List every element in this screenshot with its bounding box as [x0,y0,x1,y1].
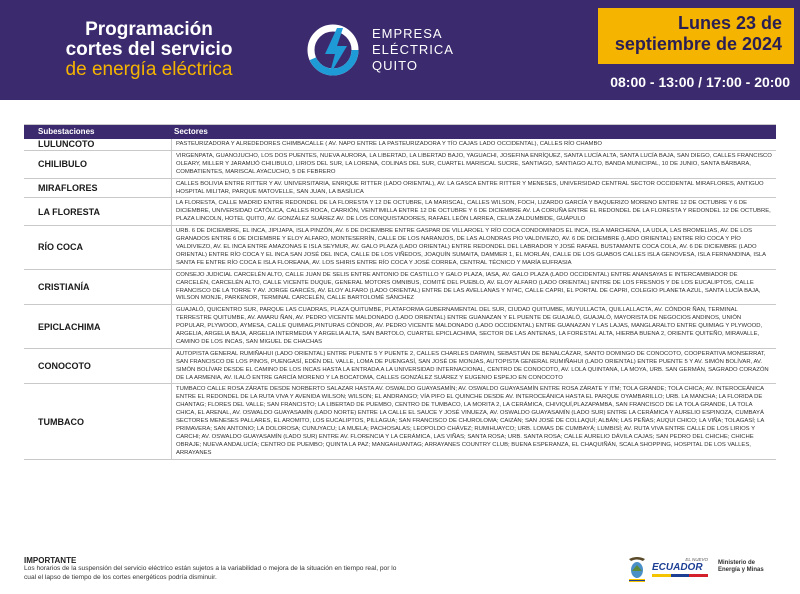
date-box [598,8,794,64]
substation-name: EPICLACHIMA [24,305,172,348]
note-title: IMPORTANTE [24,556,77,565]
title-block [24,20,274,80]
sectors-list: VIRGENPATA, GUANOJUCHO, LOS DOS PUENTES, NUEVA AURORA, LA LIBERTAD, LA LIBERTAD BAJO, YAGUACHI, JOSEFINA ENRÍQUEZ, SANTA LUCÍA ALTA, SANTA LUCÍA BAJA, SAN DIEGO, CALLES FRANCISCO OLEARY, MILLER Y JARAMIJÓ CHILIBULO, LIRIOS DEL SUR, LA LORENA, COLINAS DEL SUR, CUARTEL MARISCAL SUCRE, SANTIAGO, SANTIAGO ALTO, BANDA MUNICIPAL, 10 DE JUNIO, SANTA BÁRBARA, COMBATIENTES, MARISCAL AYACUCHO, 5 DE FEBRERO [176,152,772,175]
header-banner [0,0,800,100]
table-row [24,270,776,306]
table-row [24,349,776,385]
column-header-sectors: Sectores [174,127,208,136]
substation-name: RÍO COCA [24,226,172,269]
sectors-list: URB. 6 DE DICIEMBRE, EL INCA, JIPIJAPA, ISLA PINZÓN, AV. 6 DE DICIEMBRE ENTRE GASPAR DE VILLAROEL Y RÍO COCA CONDOMINIOS EL INCA, ISLA MARCHENA, LA UDLA, LAS BROMELIAS, AV. DE LOS GRANADOS ENTRE 6 DE DICIEMBRE Y ELOY ALFARO, MONTESERRÍN, CALLE DE LOS NARANJOS, DE LAS ALONDRAS PIO VALDIVIEZO, AV. 6 DE DICIEMBRE (LADO ORIENTAL) ENTRE RÍO COCA Y PÍO VALDIVIEZO, AV. EL INCA ENTRE AMAZONAS E ISLA SEYMUR, AV. GALO PLAZA (LADO ORIENTAL) ENTRE REDONDEL DEL LABRADOR Y JOSÉ RAFAEL BUSTAMANTE COCA COLA, AV. 6 DE DICIEMBRE (LADO ORIENTAL) ENTRE RÍO COCA Y EL INCA SAN JOSÉ DEL INCA, CALLE DE LOS VIÑEDOS, JOAQUÍN SUMAITA, DAMMER 1, EL MORLÁN, CALLE DE LOS GUABOS CALLES ISLA GENOVESA, ISLA FERNANDINA, ISLA SANTA FE ENTRE RÍO COCA E ISLA FLOREANA, AV. LOS SHIRIS ENTRE RÍO COCA Y JOSÉ CORREA, CENTRAL TÉCNICO Y MARÍA EUFRASIA [176,228,766,266]
table-row [24,151,776,179]
table-row [24,226,776,270]
sectors-list: PASTEURIZADORA Y ALREDEDORES CHIMBACALLE ( AV. NAPO ENTRE LA PASTEURIZADORA Y TÍO CAJAS LADO OCCIDENTAL), CALLES RÍO CHAMBO [176,141,602,147]
note-text: Los horarios de la suspensión del servicio eléctrico están sujetos a la variabilidad o mejora de la situación en tiempo real, por lo cual el lapso de tiempo de los cortes energéticos podría disminuir. [24,565,397,581]
el-nuevo-ecuador-logo [652,557,708,577]
title-line-2: cortes del servicio [65,39,233,60]
eeq-logo-icon [305,22,365,82]
table-row [24,139,776,151]
brand-line-1: EMPRESA [372,26,443,41]
schedule-table [24,124,776,460]
ministry-line-1: Ministerio de [718,560,756,566]
sectors-list: GUAJALÓ, QUICENTRO SUR, PARQUE LAS CUADRAS, PLAZA QUITUMBE, PLATAFORMA GUBERNAMENTAL DEL SUR, CIUDAD QUITUMBE, MUYULLACTA, QUILLALLACTA, AV. CÓNDOR ÑAN, TERMINAL TERRESTRE QUITUMBE, AV. AMARU ÑAN, AV. PEDRO VICENTE MALDONADO (LADO ORIENTAL) ENTRE GUANAZAN Y EL PUENTE DE GUAJALÓ, GUAJALÓ, MAYORISTA DE NEGOCIOS ANDINOS, UNIÓN POPULAR, PLYWOOD, AYMESA, CALLE QUIMIAG,PINTURAS CÓNDOR, AV. PEDRO VICENTE MALDONADO (LADO OCCIDENTAL) ENTRE GUANAZAN Y LAS LAJAS, MANGLARALTO ENTRE QUIMIAG Y PLYWOOD, ARGELIA, ARGELIA BAJA, ARGELIA INTERMEDIA Y ARGELIA ALTA, SAN BARTOLO, CUARTEL EPICLACHIMA, SECTOR DE LAS ANTENAS, LA FORESTAL ALTA, HIERBA BUENA 2, ORIENTE QUITEÑO, MIRAVALLE, CAMINO DE LOS INCAS, SAN MIGUEL DE CHACHAS [176,307,763,345]
sectors-list: CONSEJO JUDICIAL CARCELÉN ALTO, CALLE JUAN DE SELIS ENTRE ANTONIO DE CASTILLO Y GALO PLAZA, IASA, AV. GALO PLAZA (LADO OCCIDENTAL) ENTRE ANANSAYAS E INTERCAMBIADOR DE CARCELÉN, CARCELÉN ALTO, CALLE VICENTE DUQUE, GENERAL MOTORS OMNIBUS, COMITÉ DEL PUEBLO, AV. ELOY ALFARO (LADO ORIENTAL) ENTRE DE LOS FRESNOS Y DE LOS EUCALIPTOS, CALLE FRANCISCO DE LA TORRE Y AV. JORGE GARCÉS, AV. ELOY ALFARO (LADO ORIENTAL) ENTRE DE LAS AVELLANAS Y N74C, CALLE CAPRI, EL PORTAL DE CAPRI, COLEGIO PLANETA AZUL, SANTA LUCÍA BAJA, WILSON MONJE, PARKENOR, TERMINAL CARCELÉN, CALLE BARTOLOMÉ SÁNCHEZ [176,271,761,302]
ecuador-coat-of-arms-icon [626,556,648,584]
important-note [24,556,404,582]
substation-name: CONOCOTO [24,349,172,384]
substation-name: CRISTIANÍA [24,270,172,305]
sectors-list: LA FLORESTA, CALLE MADRID ENTRE REDONDEL DE LA FLORESTA Y 12 DE OCTUBRE, LA MARISCAL, CALLES WILSON, FOCH, LIZARDO GARCÍA Y BAQUERIZO MORENO ENTRE 12 DE OCTUBRE Y 6 DE DICIEMBRE, UNIVERSIDAD CATÓLICA, CALLES ROCA, CARRIÓN, VEINTIMILLA ENTRE 12 DE OCTUBRE Y 6 DE DICIEMBRE AV. LA CORUÑA ENTRE EL REDONDEL DE LA FLORESTA Y REDONDEL 12 DE OCTUBRE, PLAZA LINCOLN, HOTEL QUITO, AV. GONZÁLEZ SUÁREZ AV. DE LOS CONQUISTADORES, RAFAEL LEÓN LARREA, CELIA ZALDUMBIDE, GUÁPULO [176,200,771,223]
title-line-3: de energía eléctrica [65,59,233,80]
substation-name: TUMBACO [24,384,172,458]
substation-name: MIRAFLORES [24,179,172,198]
el-nuevo-text: EL NUEVO [685,557,708,562]
outage-hours: 08:00 - 13:00 / 17:00 - 20:00 [610,74,790,90]
title-line-1: Programación [85,19,213,40]
table-row [24,179,776,199]
substation-name: LULUNCOTO [24,139,172,150]
table-row [24,384,776,459]
brand-line-2: ELÉCTRICA [372,42,454,57]
ecuador-word: ECUADOR [652,562,703,573]
sectors-list: TUMBACO CALLE ROSA ZÁRATE DESDE NORBERTO SALAZAR HASTA AV. OSWALDO GUAYASAMÍN; AV. OSWALDO GUAYASAMÍN ENTRE ROSA ZÁRATE Y ITM; TOLA GRANDE; TOLA CHICA; AV. INTEROCEÁNICA ENTRE EL REDONDEL DE LA RUTA VIVA Y AVENIDA WILSON; WILSON; EL ANDRANGO; VÍA PIFO EL QUINCHE DESDE AV. INTEROCEÁNICA HASTA EL PARQUE OYAMBARILLO; URB. LA MANCHA; LA FLORIDA DE CHANTAG; FLORES DEL VALLE; SAN FRANCISTO; LA LIBERTAD DE PUEMBO, CENTRO DE TUMBACO, LA MORITA 2, LA CERÁMICA, CHIVIQUÍ,PLAZAPAMBA, SAN FRANCISCO DE LA TOLA GRANDE, LA TOLA CHICA, EL ARENAL, AV. OSWALDO GUAYASAMÍN (LADO NORTE) ENTRE LA CALLE EL SAUCE Y JOSÉ VINUEZA, AV. OSWALDO GUAYASAMÍN (LADO SUR) ENTRE LA CERÁMICA Y AURELIO ESPINOZA, CUMBAYÁ SECTORES MENESES PALLARES, EL AROMITO, LOS EUCALIPTOS, PILLAGUA; SAN FRANCISCO DE CHUROLOMA; CAIZÁN; SAN JOSÉ DE COLLAQUÍ; ALBÁN; LAS PEÑAS; AUQUI CHICO; LA VIÑA; TOLAGASÍ; LA PRIMAVERA; SAN ANTONIO; LA DOLOROSA; CUNUYACU; LA MUELA; PACHOSALAS; LEOPOLDO CHÁVEZ; RUMIHUAYCO; URB. LOMAS DE CUMBAYÁ; LUMBISÍ; AV. RUTA VIVA ENTRE CALLE DE LOS LIRIOS Y CARCHI; AV. OSWALDO GUAYASAMÍN (LADO SUR) ENTRE AV. FLORENCIA Y LA CERÁMICA, LAS VIÑAS; SANTA ROSA; URB. SANTA ROSA; CALLE AURELIO DÁVILA CAJAS; SAN PEDRO DEL CHICHE; CHICHE OBRAJE; NUEVA ANDALUCÍA; CENTRO DE PUEMBO; QUINTA LA PAZ; MANGAHUANTAG; ARRAYANES COUNTRY CLUB; BUENA ESPERANZA, EL CHAQUIÑÁN, SCALA SHOPPING, HOSPITAL DE LOS VALLES, ARRAYANES [176,386,765,456]
brand-name [372,26,454,74]
sectors-list: CALLES BOLIVIA ENTRE RITTER Y AV. UNIVERSITARIA, ENRIQUE RITTER (LADO ORIENTAL), AV. LA GASCA ENTRE RITTER Y MENESES, UNIVERSIDAD CENTRAL SECTOR OCCIDENTAL MIRAFLORES, ANTIGUO HOSPITAL MILITAR, PARQUE MATOVELLE, SAN JUAN, LA BASÍLICA [176,180,764,195]
table-row [24,198,776,226]
table-row [24,305,776,349]
substation-name: CHILIBULO [24,151,172,178]
table-header [24,125,776,139]
ministry-line-2: Energía y Minas [718,567,764,573]
substation-name: LA FLORESTA [24,198,172,225]
column-header-substations: Subestaciones [38,127,95,136]
flag-color-bar [652,574,708,577]
date-line-2: septiembre de 2024 [614,34,782,54]
sectors-list: AUTOPISTA GENERAL RUMIÑAHUI (LADO ORIENTAL) ENTRE PUENTE 5 Y PUENTE 2, CALLES CHARLES DARWIN, SEBASTIÁN DE BENALCÁZAR, SANTO DOMINGO DE CONOCOTO, COOPERATIVA MONSERRAT, SAN FRANCISCO DE LOS PINOS, PUENGASÍ, EDÉN DEL VALLE, LOMA DE PUENGASÍ, SAN JOSÉ DE MONJAS, AUTOPISTA GENERAL RUMIÑAHUI (LADO ORIENTAL) ENTRE PUENTE 5 Y AV. SIMÓN BOLÍVAR, AV. SIMÓN BOLÍVAR DESDE EL CAMINO DE LOS INCAS HASTA LA ENTRADA A LA UNIVERSIDAD INTERNACIONAL, CENTRO DE CONOCOTO, AV. LOLA QUINTANA, LA MOYA, URB. SAN GERMÁN, SAGRADO CORAZÓN DE LA ARMENIA, AV. ILALÓ ENTRE GARCÍA MORENO Y LA BOCATOMA, CALLES GONZÁLEZ SUÁREZ Y EUGENIO ESPEJO EN CONOCOTO [176,350,769,381]
ministry-label [718,560,788,574]
brand-line-3: QUITO [372,58,418,73]
date-line-1: Lunes 23 de [677,13,782,33]
